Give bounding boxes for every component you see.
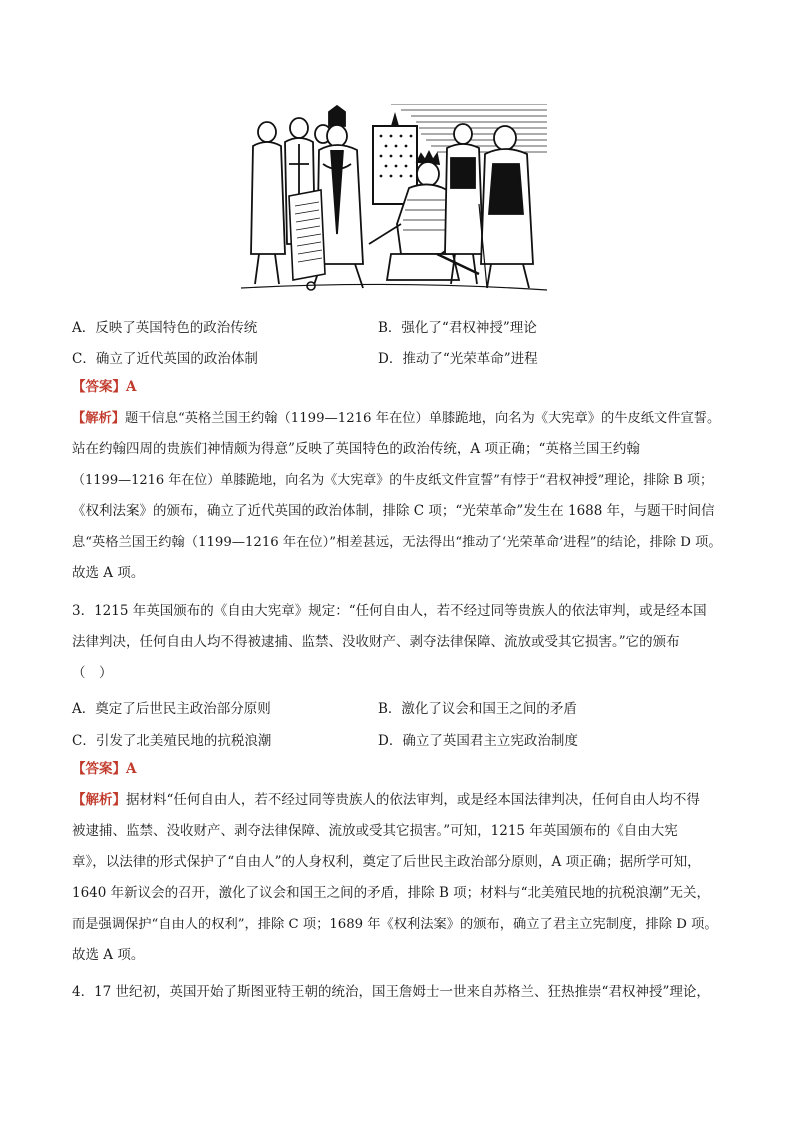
analysis-label: 【解析】 bbox=[72, 411, 126, 426]
q3-stem bbox=[72, 596, 724, 689]
q2-analysis-text: 故选 A 项。 bbox=[72, 565, 145, 581]
q2-option-c[interactable]: C．确立了近代英国的政治体制 bbox=[72, 351, 258, 367]
q3-analysis-text: 章》，以法律的形式保护了“自由人”的人身权利，奠定了后世民主政治部分原则，A 项正确；据所学可知， bbox=[72, 854, 701, 870]
q2-option-a[interactable]: A．反映了英国特色的政治传统 bbox=[72, 320, 258, 336]
q3-stem-line: 3．1215 年英国颁布的《自由大宪章》规定：“任何自由人，若不经过同等贵族人的依法审判，或是经本国 bbox=[72, 603, 707, 619]
q3-answer-block bbox=[72, 754, 724, 971]
answer-label: 【答案】 bbox=[72, 379, 126, 395]
answer-value: A bbox=[126, 761, 137, 777]
analysis-label: 【解析】 bbox=[72, 792, 126, 808]
q2-analysis-line: 【解析】题干信息“英格兰国王约翰（1199—1216 年在位）单膝跪地，向名为《大宪章》的牛皮纸文件宣誓。 bbox=[72, 411, 721, 426]
q2-analysis-text: （1199—1216 年在位）单膝跪地，向名为《大宪章》的牛皮纸文件宣誓”有悖于“君权神授”理论，排除 B 项； bbox=[72, 473, 714, 488]
q2-analysis-text: 站在约翰四周的贵族们神情颇为得意”反映了英国特色的政治传统，A 项正确；“英格兰国王约翰 bbox=[72, 441, 640, 457]
q2-answer-block bbox=[72, 372, 724, 589]
q3-analysis-text: 故选 A 项。 bbox=[72, 947, 145, 963]
magna-carta-illustration bbox=[241, 104, 547, 296]
q2-answer-line bbox=[72, 372, 724, 403]
q2-analysis-text: 《权利法案》的颁布，确立了近代英国的政治体制，排除 C 项；“光荣革命”发生在 1688 年，与题干时间信 bbox=[72, 503, 715, 519]
q3-analysis-text: 被逮捕、监禁、没收财产、剥夺法律保障、流放或受其它损害。”可知，1215 年英国颁布的《自由大宪 bbox=[72, 823, 678, 839]
q4-stem bbox=[72, 977, 724, 1008]
q3-answer-line bbox=[72, 754, 724, 785]
q3-option-d[interactable]: D．确立了英国君主立宪政治制度 bbox=[378, 733, 578, 749]
q2-analysis-text: 息“英格兰国王约翰（1199—1216 年在位）”相差甚远，无法得出“推动了‘光荣革命’进程”的结论，排除 D 项。 bbox=[72, 535, 722, 550]
q3-stem-line: 法律判决，任何自由人均不得被逮捕、监禁、没收财产、剥夺法律保障、流放或受其它损害。”它的颁布 bbox=[72, 634, 680, 650]
q3-analysis-text: 而是强调保护“自由人的权利”，排除 C 项；1689 年《权利法案》的颁布，确立了君主立宪制度，排除 D 项。 bbox=[72, 917, 718, 932]
answer-label: 【答案】 bbox=[72, 761, 126, 777]
q3-stem-line: （ ） bbox=[72, 665, 113, 681]
q3-option-b[interactable]: B．激化了议会和国王之间的矛盾 bbox=[378, 701, 577, 717]
q3-analysis-text: 1640 年新议会的召开，激化了议会和国王之间的矛盾，排除 B 项；材料与“北美殖民地的抗税浪潮”无关， bbox=[72, 885, 710, 901]
q3-option-c[interactable]: C．引发了北美殖民地的抗税浪潮 bbox=[72, 733, 272, 749]
q2-option-d[interactable]: D．推动了“光荣革命”进程 bbox=[378, 351, 538, 367]
q2-option-b[interactable]: B．强化了“君权神授”理论 bbox=[378, 320, 537, 336]
charter-scroll bbox=[289, 190, 325, 290]
answer-value: A bbox=[126, 379, 137, 395]
q3-analysis-line: 【解析】据材料“任何自由人，若不经过同等贵族人的依法审判，或是经本国法律判决，任何自由人均不得 bbox=[72, 792, 700, 808]
q4-stem-line: 4．17 世纪初，英国开始了斯图亚特王朝的统治，国王詹姆士一世来自苏格兰、狂热推崇“君权神授”理论， bbox=[72, 984, 710, 1000]
q3-option-a[interactable]: A．奠定了后世民主政治部分原则 bbox=[72, 701, 271, 717]
